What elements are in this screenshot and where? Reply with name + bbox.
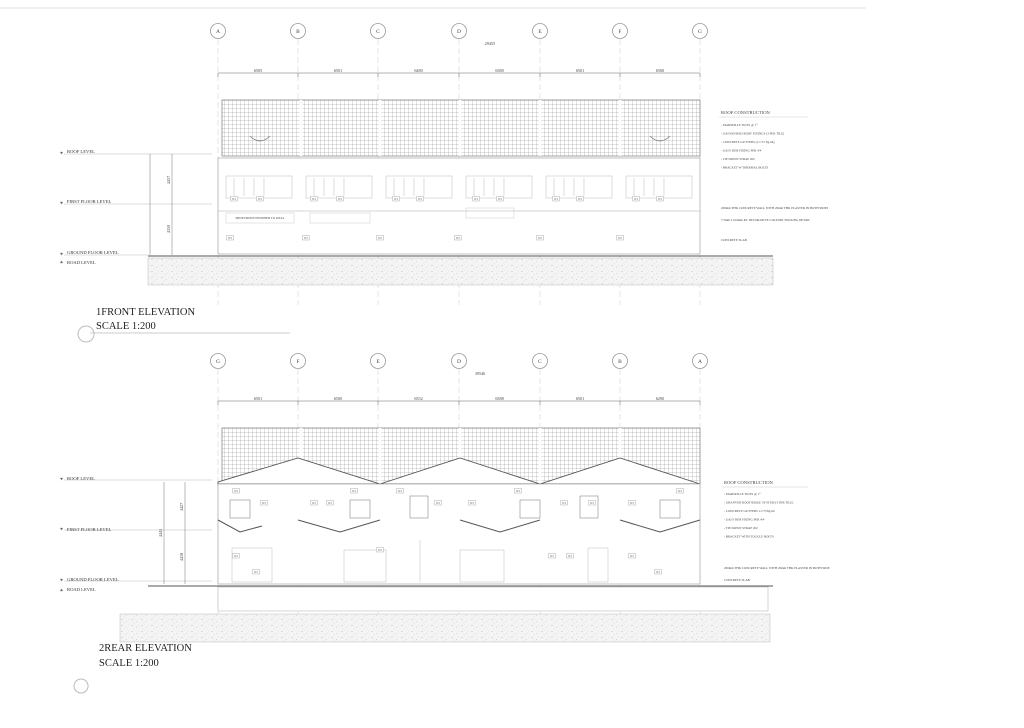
rear-window-tag: W1 bbox=[312, 501, 316, 505]
rear-grid-label: A bbox=[698, 359, 702, 365]
rear-window-tag: W1 bbox=[234, 489, 238, 493]
rear-window-tag: W1 bbox=[630, 554, 634, 558]
rear-road-level-label: ROAD LEVEL bbox=[67, 587, 96, 592]
front-grid-label: C bbox=[376, 29, 380, 35]
front-window-tag: W1 bbox=[538, 236, 542, 240]
front-window-tag: W1 bbox=[578, 197, 582, 201]
rear-elevation bbox=[60, 354, 830, 693]
rear-roof-level-label: ROOF LEVEL bbox=[67, 476, 95, 481]
rear-window-tag: W1 bbox=[262, 501, 266, 505]
front-road-level-label: ROAD LEVEL bbox=[67, 260, 96, 265]
rear-gables bbox=[218, 458, 700, 484]
front-note-line: - MARSEILLE TILES @ 1° bbox=[721, 123, 758, 127]
rear-window-tag: W1 bbox=[352, 489, 356, 493]
rear-window-tag: W1 bbox=[398, 489, 402, 493]
rear-note-line: - BRACKET WITH TOGGLE BOLTS bbox=[724, 534, 774, 539]
front-note-line: - GALVANISED ROOF FIXINGS (3 PER TILE) bbox=[721, 131, 785, 136]
rear-plinth bbox=[218, 587, 768, 611]
front-window-tag: W1 bbox=[338, 197, 342, 201]
front-title: 1FRONT ELEVATION bbox=[96, 307, 196, 318]
front-window-tag: W1 bbox=[418, 197, 422, 201]
rear-notes-title: ROOF CONSTRUCTION bbox=[724, 480, 773, 485]
front-bay-dimension: 6480 bbox=[414, 68, 423, 73]
front-window-tag: W1 bbox=[232, 197, 236, 201]
front-window-tag: W1 bbox=[474, 197, 478, 201]
rear-wall-note: 200mm THK CONCRETE WALL WITH 20mm THK PLASTER IN BOTH SIDE bbox=[724, 566, 830, 570]
front-window-tag: W1 bbox=[312, 197, 316, 201]
rear-window-tag: W1 bbox=[562, 501, 566, 505]
rear-ground-hatch bbox=[120, 614, 770, 642]
rear-bay-dimension: 6500 bbox=[333, 396, 343, 401]
front-notes-title: ROOF CONSTRUCTION bbox=[721, 110, 770, 115]
front-note-line: - GALV RIM FIXING PER 4/4 bbox=[721, 148, 762, 153]
front-note-line: - BRACKET W/THERMAL BOLTS bbox=[721, 165, 769, 170]
front-roof-notes bbox=[721, 123, 784, 170]
rear-grid-label: C bbox=[538, 359, 542, 365]
front-bay-dimension: 6501 bbox=[333, 68, 343, 73]
rear-grid-label: E bbox=[376, 359, 380, 365]
rear-window-tag: W1 bbox=[516, 489, 520, 493]
front-window-tag: W1 bbox=[658, 197, 662, 201]
front-grid-label: D bbox=[457, 29, 461, 35]
rear-window-tag: W1 bbox=[678, 489, 682, 493]
rear-note-line: - GRANVER ROOF RIDGE SYSTEM (3 PER TILE) bbox=[724, 500, 794, 505]
rear-window-tag: W1 bbox=[550, 554, 554, 558]
rear-window-tag: W1 bbox=[656, 570, 660, 574]
rear-note-line: - CONCRETE GUTTERS 1:1/75fig.tm bbox=[724, 509, 775, 513]
front-elevation bbox=[60, 24, 829, 342]
rear-window-tag: W1 bbox=[254, 570, 258, 574]
rear-first-floor-level-label: FIRST FLOOR LEVEL bbox=[67, 527, 112, 532]
rear-title: 2REAR ELEVATION bbox=[99, 643, 192, 654]
rear-height-upper: 4427 bbox=[179, 502, 184, 512]
front-ground-hatch bbox=[148, 258, 773, 285]
front-bay-dimension: 6500 bbox=[655, 68, 665, 73]
front-overall-dimension: 29455 bbox=[484, 41, 496, 46]
rear-window-tag: W1 bbox=[630, 501, 634, 505]
rear-level-markers bbox=[60, 478, 212, 591]
front-window-tag: W1 bbox=[554, 197, 558, 201]
front-grid-label: F bbox=[618, 29, 622, 35]
front-window-tag: W1 bbox=[634, 197, 638, 201]
front-level-markers bbox=[60, 152, 212, 263]
rear-grid-label: B bbox=[618, 359, 622, 365]
front-roof-level-label: ROOF LEVEL bbox=[67, 149, 95, 154]
front-grid-label: B bbox=[296, 29, 300, 35]
rear-roof-notes bbox=[724, 492, 793, 539]
rear-note-line: - TIE DOWN STRAP 202 bbox=[724, 526, 758, 530]
front-bay-dimension: 6505 bbox=[253, 68, 263, 73]
rear-facade bbox=[218, 484, 700, 584]
rear-window-tag: W1 bbox=[590, 501, 594, 505]
rear-grid-label: G bbox=[216, 359, 220, 365]
front-window-tag: W1 bbox=[378, 236, 382, 240]
rear-window-tag: W1 bbox=[234, 554, 238, 558]
front-section-symbol bbox=[78, 326, 94, 342]
front-bay-dimension: 6580 bbox=[495, 68, 504, 73]
front-window-tag: W1 bbox=[394, 197, 398, 201]
rear-vertical-dimensions bbox=[164, 482, 185, 584]
front-window-tag: W1 bbox=[618, 236, 622, 240]
front-panel-label: SHOP FRONT/FINISHED TO WALL bbox=[235, 216, 285, 220]
front-first-floor-level-label: FIRST FLOOR LEVEL bbox=[67, 199, 112, 204]
rear-section-symbol bbox=[74, 679, 88, 693]
front-height-upper: 4457 bbox=[166, 175, 171, 185]
rear-ground-floor-level-label: GROUND FLOOR LEVEL bbox=[67, 577, 119, 582]
rear-height-total: 4445 bbox=[158, 528, 163, 538]
rear-bay-dimension: 6501 bbox=[575, 396, 585, 401]
front-grid-label: A bbox=[216, 29, 220, 35]
front-window-tag: W1 bbox=[258, 197, 262, 201]
rear-scale: SCALE 1:200 bbox=[99, 658, 159, 669]
front-scale: SCALE 1:200 bbox=[96, 321, 156, 332]
rear-window-tag: W1 bbox=[328, 501, 332, 505]
rear-bay-dimension: 6552 bbox=[414, 396, 423, 401]
front-note-line: - CONCRETE GUTTERS (1:1/75 fig.tm) bbox=[721, 140, 775, 144]
front-window-tag: W1 bbox=[456, 236, 460, 240]
rear-window-tag: W1 bbox=[436, 501, 440, 505]
front-column-note: 7.5mm x 616mm RC DECORATIVE COLUMN TOOLING DETAIL bbox=[721, 218, 811, 222]
front-ground-floor-level-label: GROUND FLOOR LEVEL bbox=[67, 250, 119, 255]
front-vertical-dimensions bbox=[150, 154, 172, 255]
front-grid-label: G bbox=[698, 29, 702, 35]
rear-grid-label: D bbox=[457, 359, 461, 365]
front-height-lower: 4350 bbox=[166, 224, 171, 234]
rear-bay-dimension: 6501 bbox=[253, 396, 263, 401]
front-window-tag: W1 bbox=[228, 236, 232, 240]
front-slab-note: CONCRETE SLAB bbox=[721, 238, 747, 242]
rear-note-line: - GALV RIM FIXING PER 4/4 bbox=[724, 517, 765, 522]
front-window-tag: W1 bbox=[304, 236, 308, 240]
front-wall-note: 200mm THK CONCRETE WALL WITH 20mm THK PLASTER IN BOTH SIDES bbox=[721, 206, 829, 210]
rear-window-tag: W1 bbox=[470, 501, 474, 505]
rear-bay-dimension: 6290 bbox=[655, 396, 665, 401]
rear-slab-note: CONCRETE SLAB bbox=[724, 578, 750, 582]
front-note-line: - TIE DOWN STRAP 202 bbox=[721, 157, 755, 161]
front-bay-dimension: 6501 bbox=[575, 68, 585, 73]
rear-note-line: - MARSEILLE TILES @ 1° bbox=[724, 492, 761, 496]
rear-bay-dimension: 6588 bbox=[495, 396, 504, 401]
rear-window-tag: W1 bbox=[568, 554, 572, 558]
front-window-tag: W1 bbox=[498, 197, 502, 201]
rear-overall-dimension: 39546 bbox=[474, 371, 486, 376]
rear-grid-label: F bbox=[296, 359, 300, 365]
rear-height-lower: 4418 bbox=[179, 552, 184, 562]
rear-window-tag: W1 bbox=[378, 548, 382, 552]
front-grid-label: E bbox=[538, 29, 542, 35]
